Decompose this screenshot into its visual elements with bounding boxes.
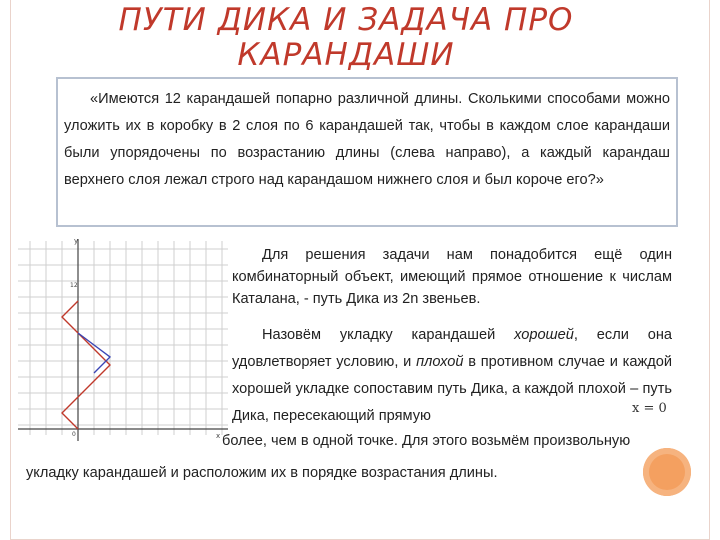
term-bad: плохой	[416, 354, 464, 370]
problem-quote: «Имеются 12 карандашей попарно различной длины. Сколькими способами можно уложить их в коробку в 2 слоя по 6 карандашей так, чтобы в каждом слое карандаши были упорядочены по возрастанию длины (слева направо), а каждый карандаш верхнего слоя лежал строго над карандашом нижнего слоя и был короче его?»	[64, 91, 670, 188]
x-axis-label: x	[216, 432, 221, 440]
term-good: хорошей	[514, 327, 574, 343]
p2-start: Назовём укладку карандашей	[262, 327, 515, 343]
y-tick-label: 12	[70, 282, 78, 289]
paragraph-last-line: укладку карандашей и расположим их в порядке возрастания длины.	[26, 465, 498, 481]
formula-x-equals-0: x = 0	[632, 401, 667, 416]
dyck-path-graph	[18, 235, 228, 445]
slide-frame-right	[709, 0, 710, 540]
slide-title: ПУТИ ДИКА И ЗАДАЧА ПРО КАРАНДАШИ	[118, 2, 574, 73]
p2-mid1: , если она удовлетворяет условию, и	[232, 327, 672, 370]
paragraph-good-bad	[232, 322, 672, 430]
origin-label: 0	[72, 431, 76, 438]
decorative-orange-circle	[643, 448, 691, 496]
y-axis-label: y	[74, 237, 79, 245]
slide-frame-left	[10, 0, 11, 540]
p2-mid2: в противном случае и каждой хорошей укладке сопоставим путь Дика, а каждой плохой – путь Дика, пересекающий прямую	[232, 354, 673, 424]
graph-grid	[18, 241, 228, 435]
paragraph-continuation: более, чем в одной точке. Для этого возьмём произвольную	[222, 433, 631, 449]
paragraph-dyck-intro: Для решения задачи нам понадобится ещё один комбинаторный объект, имеющий прямое отношение к числам Каталана, - путь Дика из 2n звеньев.	[232, 247, 672, 307]
